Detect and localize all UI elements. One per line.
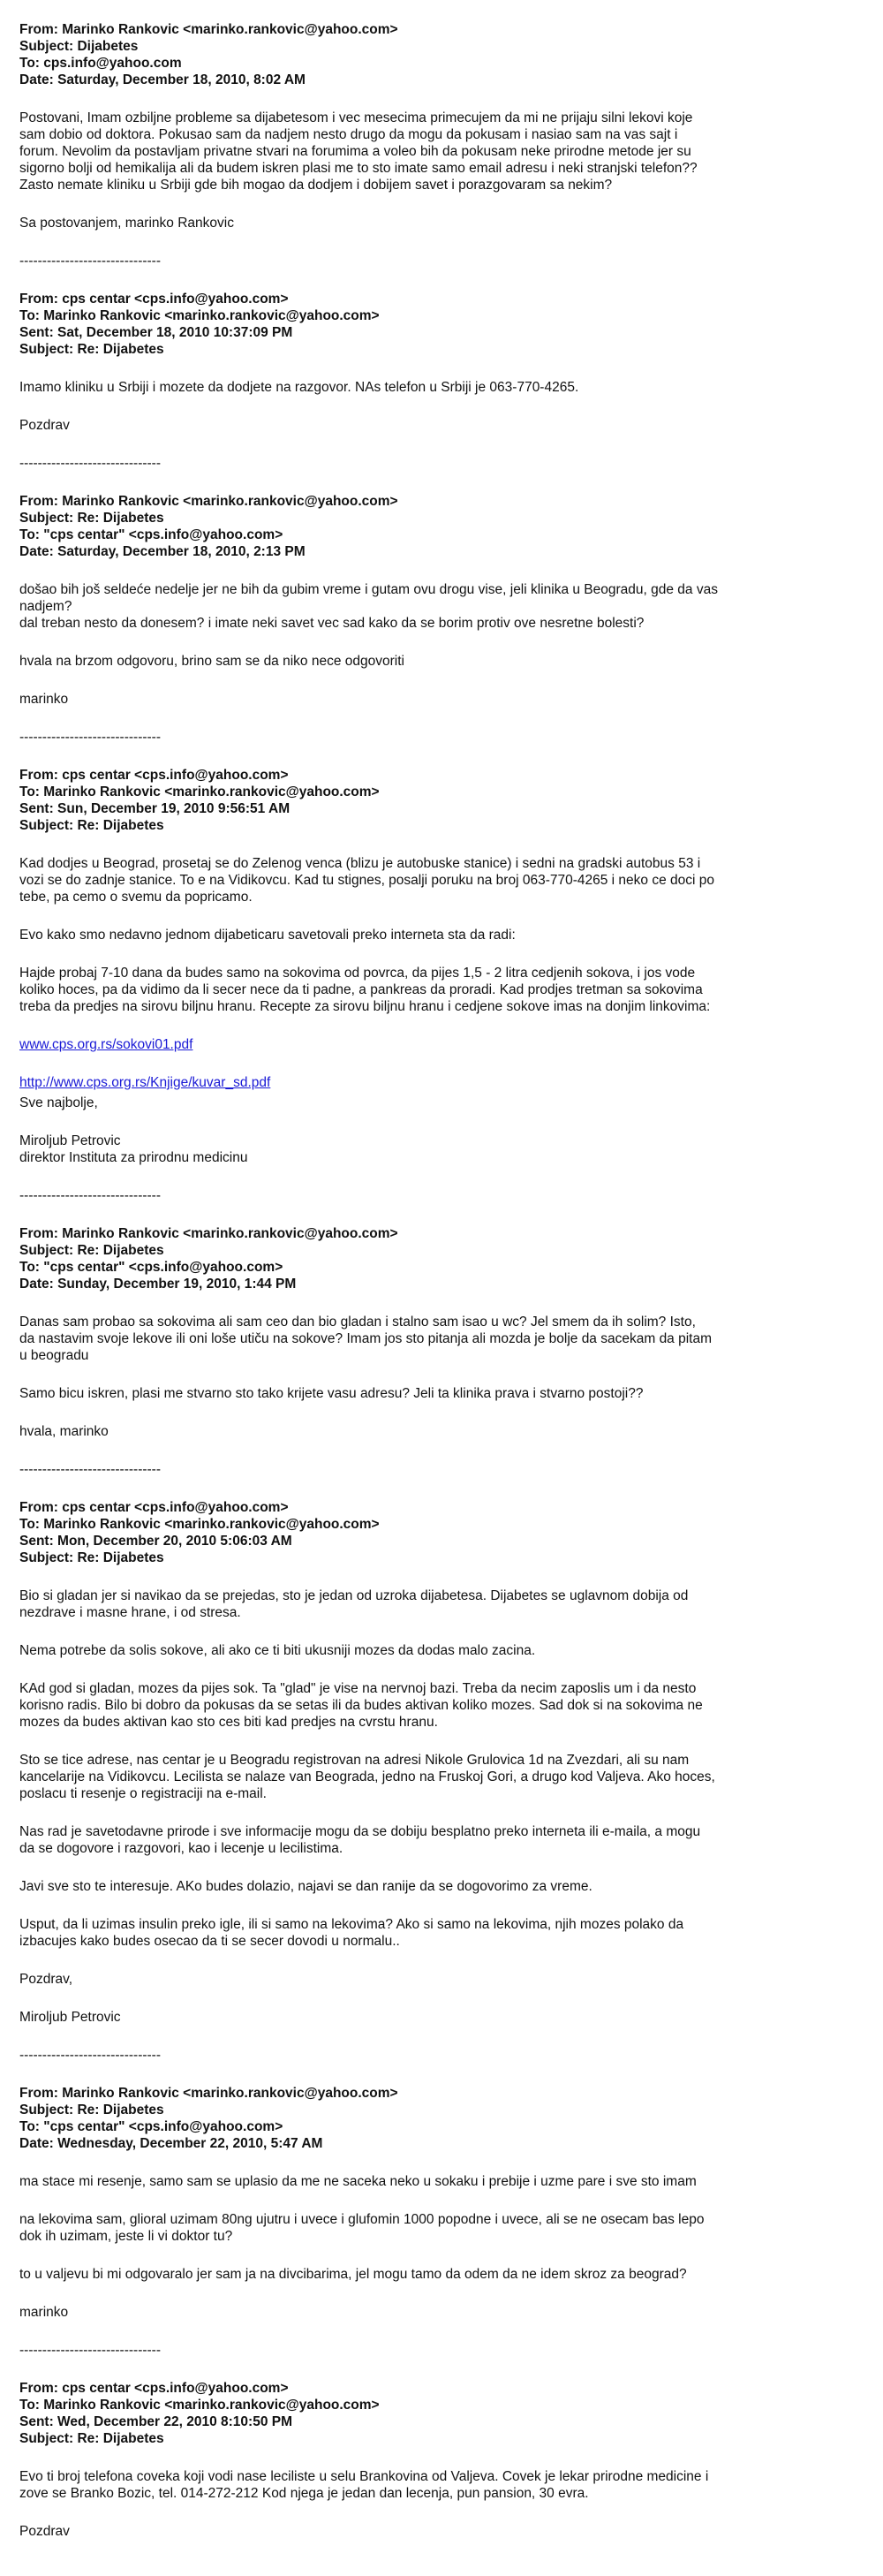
email-message <box>19 1225 865 1440</box>
email-header <box>19 493 865 560</box>
header-line: To: "cps centar" <cps.info@yahoo.com> <box>19 1260 283 1275</box>
body-paragraph <box>19 417 865 434</box>
header-line: To: Marinko Rankovic <marinko.rankovic@yahoo.com> <box>19 784 380 799</box>
body-line: nadjem? <box>19 599 72 614</box>
header-line: From: cps centar <cps.info@yahoo.com> <box>19 292 289 307</box>
body-line: Sto se tice adrese, nas centar je u Beogradu registrovan na adresi Nikole Grulovica 1d na Zvezdari, ali su nam <box>19 1753 690 1768</box>
header-line: From: Marinko Rankovic <marinko.rankovic@yahoo.com> <box>19 2086 398 2101</box>
body-line: ma stace mi resenje, samo sam se uplasio da me ne saceka neko u sokaku i prebije i uzme pare i sve sto imam <box>19 2174 697 2189</box>
email-header <box>19 2380 865 2447</box>
email-header <box>19 1225 865 1292</box>
body-paragraph <box>19 855 865 905</box>
body-line: to u valjevu bi mi odgovaralo jer sam ja na divcibarima, jel mogu tamo da odem da ne idem skroz za beograd? <box>19 2267 687 2282</box>
header-line: From: cps centar <cps.info@yahoo.com> <box>19 768 289 783</box>
body-line: došao bih još seldeće nedelje jer ne bih da gubim vreme i gutam ovu drogu vise, jeli klinika u Beogradu, gde da vas <box>19 582 718 597</box>
header-line: From: cps centar <cps.info@yahoo.com> <box>19 2381 289 2396</box>
header-line: To: cps.info@yahoo.com <box>19 56 182 71</box>
body-line: Evo kako smo nedavno jednom dijabeticaru savetovali preko interneta sta da radi: <box>19 928 516 943</box>
header-line: Subject: Re: Dijabetes <box>19 2431 164 2446</box>
body-line: Imamo kliniku u Srbiji i mozete da dodjete na razgovor. NAs telefon u Srbiji je 063-770-4265. <box>19 380 579 395</box>
body-line: Miroljub Petrovic <box>19 2010 121 2025</box>
body-paragraph <box>19 1423 865 1440</box>
body-line: direktor Instituta za prirodnu medicinu <box>19 1150 248 1165</box>
body-paragraph <box>19 691 865 708</box>
body-paragraph <box>19 2523 865 2540</box>
body-line: dal treban nesto da donesem? i imate neki savet vec sad kako da se borim protiv ove nesretne bolesti? <box>19 616 645 631</box>
email-header <box>19 291 865 358</box>
body-line: na lekovima sam, glioral uzimam 80ng ujutru i uvece i glufomin 1000 popodne i uvece, ali se ne osecam bas lepo <box>19 2212 705 2227</box>
body-line: Bio si gladan jer si navikao da se prejedas, sto je jedan od uzroka dijabetesa. Dijabetes se uglavnom dobija od <box>19 1588 689 1603</box>
header-line: Date: Saturday, December 18, 2010, 8:02 AM <box>19 72 306 87</box>
email-header <box>19 2085 865 2152</box>
email-message <box>19 767 865 1166</box>
body-paragraph <box>19 1680 865 1731</box>
body-line: zove se Branko Bozic, tel. 014-272-212 Kod njega je jedan dan lecenja, pun pansion, 30 evra. <box>19 2486 589 2501</box>
body-line: marinko <box>19 692 69 707</box>
email-message <box>19 493 865 708</box>
header-line: Date: Saturday, December 18, 2010, 2:13 PM <box>19 544 306 559</box>
header-line: To: Marinko Rankovic <marinko.rankovic@yahoo.com> <box>19 308 380 323</box>
body-line: KAd god si gladan, mozes da pijes sok. Ta "glad" je vise na nervnoj bazi. Treba da necim zaposlis um i da nesto <box>19 1681 697 1696</box>
email-message <box>19 1499 865 2026</box>
body-line: u beogradu <box>19 1348 89 1363</box>
email-message <box>19 21 865 231</box>
message-separator: ------------------------------- <box>19 2343 162 2358</box>
message-separator: ------------------------------- <box>19 2048 162 2063</box>
header-line: Sent: Sat, December 18, 2010 10:37:09 PM <box>19 325 293 340</box>
body-paragraph <box>19 2468 865 2502</box>
body-line: marinko <box>19 2305 69 2320</box>
header-line: Subject: Re: Dijabetes <box>19 342 164 357</box>
body-line: sigorno bolji od hemikalija ali da budem iskren plasi me to sto imate samo email adresu i neki stranjski telefon?? <box>19 161 698 176</box>
body-paragraph <box>19 1314 865 1364</box>
body-line: tebe, pa cemo o svemu da popricamo. <box>19 890 253 905</box>
header-line: Subject: Re: Dijabetes <box>19 1550 164 1565</box>
body-line: Kad dodjes u Beograd, prosetaj se do Zelenog venca (blizu je autobuske stanice) i sedni na gradski autobus 53 i <box>19 856 701 871</box>
body-line: dok ih uzimam, jeste li vi doktor tu? <box>19 2229 233 2244</box>
header-line: From: cps centar <cps.info@yahoo.com> <box>19 1500 289 1515</box>
body-paragraph <box>19 927 865 943</box>
body-line: Nas rad je savetodavne prirode i sve informacije mogu da se dobiju besplatno preko interneta ili e-maila, a mogu <box>19 1824 701 1839</box>
header-line: To: Marinko Rankovic <marinko.rankovic@yahoo.com> <box>19 1517 380 1532</box>
body-paragraph <box>19 1587 865 1621</box>
body-line: da nastavim svoje lekove ili oni loše utiču na sokove? Imam jos sto pitanja ali mozda je bolje da sacekam da pitam <box>19 1331 713 1346</box>
header-line: From: Marinko Rankovic <marinko.rankovic@yahoo.com> <box>19 1226 398 1241</box>
body-line: Sa postovanjem, marinko Rankovic <box>19 216 234 231</box>
body-line: Danas sam probao sa sokovima ali sam ceo dan bio gladan i stalno sam isao u wc? Jel smem da ih solim? Isto, <box>19 1315 696 1330</box>
header-line: Date: Sunday, December 19, 2010, 1:44 PM <box>19 1277 297 1292</box>
body-paragraph <box>19 1642 865 1659</box>
header-line: Date: Wednesday, December 22, 2010, 5:47 AM <box>19 2136 323 2151</box>
body-line: Javi sve sto te interesuje. AKo budes dolazio, najavi se dan ranije da se dogovorimo za vreme. <box>19 1879 592 1894</box>
header-line: To: "cps centar" <cps.info@yahoo.com> <box>19 527 283 542</box>
header-line: From: Marinko Rankovic <marinko.rankovic@yahoo.com> <box>19 494 398 509</box>
body-line: Zasto nemate kliniku u Srbiji gde bih mogao da dodjem i dobijem savet i porazgovaram sa nekim? <box>19 178 613 193</box>
body-paragraph <box>19 1752 865 1802</box>
header-line: Sent: Sun, December 19, 2010 9:56:51 AM <box>19 801 291 816</box>
header-line: Sent: Wed, December 22, 2010 8:10:50 PM <box>19 2414 292 2429</box>
body-paragraph <box>19 2173 865 2190</box>
body-line: koliko hoces, pa da vidimo da li secer nece da ti padne, a pankreas da proradi. Kad prodjes tretman sa sokovima <box>19 982 703 997</box>
pdf-link[interactable]: http://www.cps.org.rs/Knjige/kuvar_sd.pdf <box>19 1075 271 1090</box>
body-paragraph <box>19 379 865 396</box>
pdf-link-block <box>19 1074 865 1091</box>
body-paragraph <box>19 1916 865 1950</box>
body-line: hvala na brzom odgovoru, brino sam se da niko nece odgovoriti <box>19 654 404 669</box>
body-line: korisno radis. Bilo bi dobro da pokusas da se setas ili da budes aktivan koliko mozes. Sad dok si na sokovima ne <box>19 1698 703 1713</box>
message-separator: ------------------------------- <box>19 730 162 745</box>
body-paragraph <box>19 2211 865 2245</box>
body-line: poslacu ti resenje o registraciji na e-mail. <box>19 1786 267 1801</box>
body-line: vozi se do zadnje stanice. To e na Vidikovcu. Kad tu stignes, posalji poruku na broj 063-770-4265 i neko ce doci po <box>19 873 714 888</box>
body-line: Pozdrav <box>19 418 70 433</box>
email-message <box>19 291 865 434</box>
body-line: Evo ti broj telefona coveka koji vodi nase leciliste u selu Brankovina od Valjeva. Covek je lekar prirodne medicine i <box>19 2469 709 2484</box>
message-separator: ------------------------------- <box>19 456 162 471</box>
header-line: Subject: Dijabetes <box>19 39 139 54</box>
body-line: treba da predjes na sirovu biljnu hranu. Recepte za sirovu biljnu hranu i cedjene sokove imas na donjim linkovima: <box>19 999 711 1014</box>
body-line: da se dogovore i razgovori, kao i lecenje u lecilistima. <box>19 1841 343 1856</box>
body-paragraph <box>19 965 865 1015</box>
body-paragraph <box>19 2304 865 2321</box>
header-line: To: "cps centar" <cps.info@yahoo.com> <box>19 2119 283 2134</box>
body-paragraph <box>19 2009 865 2026</box>
body-paragraph <box>19 1878 865 1895</box>
body-line: Pozdrav, <box>19 1972 73 1987</box>
body-paragraph <box>19 1133 865 1166</box>
body-line: kancelarije na Vidikovcu. Lecilista se nalaze van Beograda, jedno na Fruskoj Gori, a drugo kod Valjeva. Ako hoces, <box>19 1769 715 1784</box>
body-paragraph <box>19 215 865 231</box>
body-paragraph <box>19 581 865 632</box>
pdf-link[interactable]: www.cps.org.rs/sokovi01.pdf <box>19 1037 193 1052</box>
email-header <box>19 1499 865 1566</box>
email-message <box>19 2380 865 2540</box>
body-line: Samo bicu iskren, plasi me stvarno sto tako krijete vasu adresu? Jeli ta klinika prava i stvarno postoji?? <box>19 1386 644 1401</box>
header-line: Subject: Re: Dijabetes <box>19 511 164 526</box>
body-line: Nema potrebe da solis sokove, ali ako ce ti biti ukusniji mozes da dodas malo zacina. <box>19 1643 536 1658</box>
email-header <box>19 767 865 834</box>
header-line: Sent: Mon, December 20, 2010 5:06:03 AM <box>19 1534 292 1549</box>
message-separator: ------------------------------- <box>19 1462 162 1477</box>
header-line: To: Marinko Rankovic <marinko.rankovic@yahoo.com> <box>19 2398 380 2413</box>
message-separator: ------------------------------- <box>19 1188 162 1203</box>
body-paragraph <box>19 1971 865 1988</box>
email-message <box>19 2085 865 2321</box>
body-line: forum. Nevolim da postavljam privatne stvari na forumima a voleo bih da pokusam neke prirodne metode jer su <box>19 144 691 159</box>
body-line: Hajde probaj 7-10 dana da budes samo na sokovima od povrca, da pijes 1,5 - 2 litra cedjenih sokova, i jos vode <box>19 966 696 981</box>
body-paragraph <box>19 653 865 670</box>
message-separator: ------------------------------- <box>19 254 162 269</box>
email-header <box>19 21 865 88</box>
pdf-link-block <box>19 1036 865 1053</box>
body-line: Postovani, Imam ozbiljne probleme sa dijabetesom i vec mesecima primecujem da mi ne prijaju silni lekovi koje <box>19 110 693 125</box>
body-paragraph <box>19 110 865 193</box>
body-paragraph <box>19 2266 865 2283</box>
body-paragraph <box>19 1385 865 1402</box>
body-line: Miroljub Petrovic <box>19 1133 121 1148</box>
header-line: Subject: Re: Dijabetes <box>19 1243 164 1258</box>
body-line: Usput, da li uzimas insulin preko igle, ili si samo na lekovima? Ako si samo na lekovima, njih mozes polako da <box>19 1917 684 1932</box>
body-line: hvala, marinko <box>19 1424 109 1439</box>
body-paragraph <box>19 1823 865 1857</box>
body-line: nezdrave i masne hrane, i od stresa. <box>19 1605 241 1620</box>
body-line: mozes da budes aktivan kao sto ces biti kad predjes na cvrstu hranu. <box>19 1715 438 1730</box>
body-line: Sve najbolje, <box>19 1095 98 1110</box>
header-line: Subject: Re: Dijabetes <box>19 818 164 833</box>
header-line: From: Marinko Rankovic <marinko.rankovic@yahoo.com> <box>19 22 398 37</box>
body-line: izbacujes kako budes osecao da ti se secer dovodi u normalu.. <box>19 1934 400 1949</box>
body-line: sam dobio od doktora. Pokusao sam da nadjem nesto drugo da mogu da pokusam i nasiao sam na vas sajt i <box>19 127 678 142</box>
body-paragraph <box>19 1095 865 1111</box>
body-line: Pozdrav <box>19 2524 70 2539</box>
header-line: Subject: Re: Dijabetes <box>19 2102 164 2118</box>
